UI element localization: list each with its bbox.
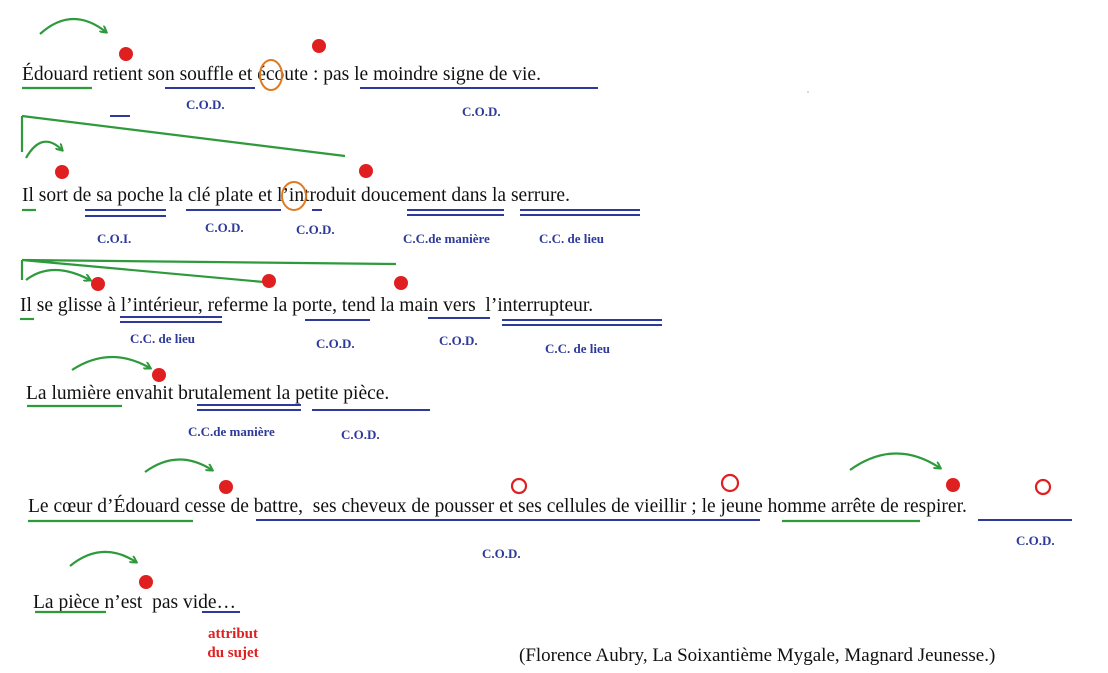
subject-verb-arrow (26, 270, 90, 280)
implied-verb-circle (1036, 480, 1050, 494)
subject-verb-arrow (850, 453, 940, 470)
label-cod: C.O.D. (316, 336, 355, 351)
cc-lieu-underline (120, 317, 222, 322)
label-cod: C.O.D. (439, 333, 478, 348)
sentence-2: Il sort de sa poche la clé plate et l’introduit doucement dans la serrure. (22, 185, 570, 206)
implied-verb-circles (512, 475, 1050, 494)
subject-bracket (22, 260, 396, 282)
citation: (Florence Aubry, La Soixantième Mygale, Magnard Jeunesse.) (519, 645, 996, 666)
cc-maniere-underline (197, 405, 301, 410)
verb-dot (946, 478, 960, 492)
subject-verb-arrow (26, 142, 62, 158)
attribut-line-2: du sujet (207, 645, 259, 661)
attribut-line-1: attribut (208, 626, 258, 642)
label-cc-lieu: C.C. de lieu (130, 331, 195, 346)
verb-dot (219, 480, 233, 494)
verb-dot (394, 276, 408, 290)
verb-dot (119, 47, 133, 61)
verb-dot (359, 164, 373, 178)
attribut-du-sujet-label (193, 625, 273, 663)
cc-maniere-underline (407, 210, 504, 215)
cc-lieu-underline (502, 320, 662, 325)
verb-dot (139, 575, 153, 589)
verb-dot (91, 277, 105, 291)
verb-dot (152, 368, 166, 382)
implied-verb-circle (512, 479, 526, 493)
stray-mark (807, 91, 809, 93)
label-cod: C.O.D. (462, 104, 501, 119)
green-arrows (22, 19, 940, 566)
sentence-1: Édouard retient son souffle et écoute : pas le moindre signe de vie. (22, 64, 541, 85)
verb-dot (55, 165, 69, 179)
label-coi: C.O.I. (97, 231, 132, 246)
sentence-6: La pièce n’est pas vide… (33, 592, 237, 613)
label-cc-maniere: C.C.de manière (403, 231, 490, 246)
cc-lieu-underline (520, 210, 640, 215)
subject-verb-arrow (72, 357, 150, 370)
sentence-5: Le cœur d’Édouard cesse de battre, ses cheveux de pousser et ses cellules de vieillir ; le jeune homme arrête de respirer. (28, 496, 967, 517)
label-cod: C.O.D. (205, 220, 244, 235)
label-cc-lieu: C.C. de lieu (545, 341, 610, 356)
label-cod: C.O.D. (296, 222, 335, 237)
implied-verb-circle (722, 475, 738, 491)
label-cod: C.O.D. (186, 97, 225, 112)
verb-dot (312, 39, 326, 53)
label-cc-maniere: C.C.de manière (188, 424, 275, 439)
verb-dot (262, 274, 276, 288)
subject-verb-arrow (145, 459, 212, 472)
subject-bracket (22, 116, 345, 156)
sentence-3: Il se glisse à l’intérieur, referme la porte, tend la main vers l’interrupteur. (20, 295, 594, 316)
label-cod: C.O.D. (341, 427, 380, 442)
subject-verb-arrow (70, 552, 136, 566)
sentence-4: La lumière envahit brutalement la petite pièce. (26, 383, 390, 404)
coi-underline (85, 210, 166, 216)
subject-verb-arrow (40, 19, 106, 34)
label-cod: C.O.D. (482, 546, 521, 561)
label-cc-lieu: C.C. de lieu (539, 231, 604, 246)
subject-underlines (20, 88, 920, 612)
label-cod: C.O.D. (1016, 533, 1055, 548)
